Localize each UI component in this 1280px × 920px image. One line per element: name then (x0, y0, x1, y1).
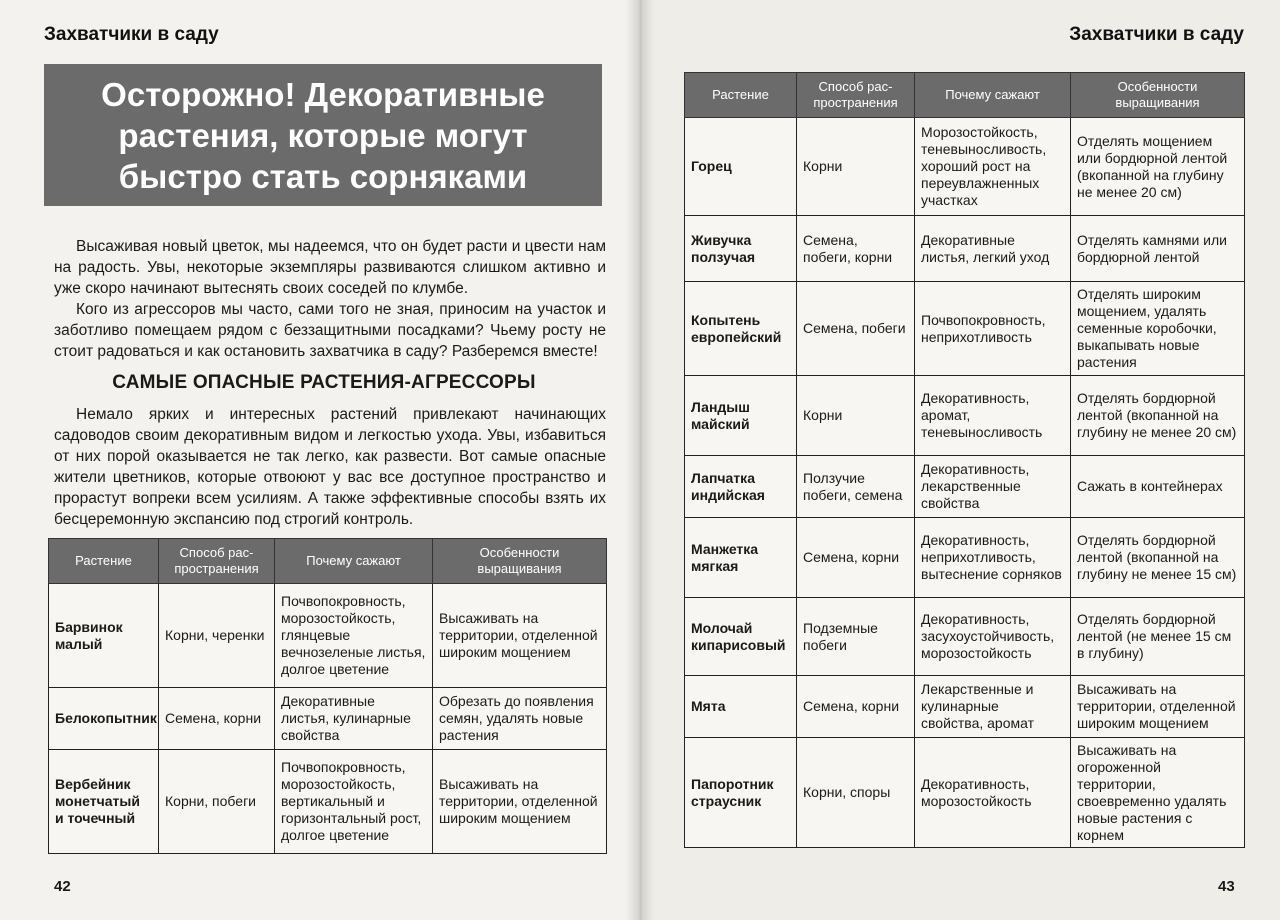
why-planted: Декоративные листья, кулинарные свойства (275, 688, 433, 750)
header-care: Особенности выращивания (1071, 73, 1245, 118)
growing-notes: Отделять бордюрной лентой (вкопанной на глубину не менее 15 см) (1071, 518, 1245, 598)
why-planted: Почвопокровность, морозостойкость, вертикальный и горизонтальный рост, долгое цветение (275, 750, 433, 854)
plant-name: Живучка ползучая (685, 216, 797, 282)
plant-name: Белокопытник (49, 688, 159, 750)
header-why: Почему сажают (915, 73, 1071, 118)
plant-name: Горец (685, 118, 797, 216)
header-spread: Способ рас-пространения (797, 73, 915, 118)
title-banner (44, 64, 602, 206)
plant-name: Лапчатка индийская (685, 456, 797, 518)
table-header-row (685, 73, 1245, 118)
plant-name: Копытень европейский (685, 282, 797, 376)
growing-notes: Высаживать на огороженной территории, своевременно удалять новые растения с корнем (1071, 738, 1245, 848)
section-text (54, 404, 606, 530)
growing-notes: Обрезать до появления семян, удалять новые растения (433, 688, 607, 750)
banner-title: Осторожно! Декоративные растения, которые могут быстро стать сорняками (101, 75, 545, 195)
spread-method: Семена, корни (159, 688, 275, 750)
book-gutter-shadow (626, 0, 654, 920)
growing-notes: Отделять бордюрной лентой (не менее 15 см в глубину) (1071, 598, 1245, 676)
growing-notes: Высаживать на территории, отделенной широким мощением (433, 584, 607, 688)
plant-name: Вербейник монетчатый и точечный (49, 750, 159, 854)
why-planted: Декоративность, аромат, теневыносливость (915, 376, 1071, 456)
spread-method: Семена, корни (797, 676, 915, 738)
spread-method: Корни, побеги (159, 750, 275, 854)
header-plant: Растение (49, 539, 159, 584)
intro-paragraph-1: Высаживая новый цветок, мы надеемся, что он будет расти и цвести нам на радость. Увы, некоторые экземпляры развиваются слишком активно и уже скоро начинают вытеснять своих соседей по клумбе. (54, 238, 606, 297)
growing-notes: Сажать в контейнерах (1071, 456, 1245, 518)
plant-name: Ландыш майский (685, 376, 797, 456)
intro-text (54, 236, 606, 362)
growing-notes: Высаживать на территории, отделенной широким мощением (433, 750, 607, 854)
table-row (49, 750, 607, 854)
header-spread: Способ рас-пространения (159, 539, 275, 584)
intro-paragraph-2: Кого из агрессоров мы часто, сами того не зная, приносим на участок и заботливо помещаем рядом с беззащитными посадками? Чьему росту не стоит радоваться и как остановить захватчика в саду? Разберемся вместе! (54, 301, 606, 360)
table-row (685, 676, 1245, 738)
plant-name: Молочай кипарисовый (685, 598, 797, 676)
spread-method: Корни (797, 376, 915, 456)
plant-name: Манжетка мягкая (685, 518, 797, 598)
growing-notes: Отделять камнями или бордюрной лентой (1071, 216, 1245, 282)
page-number-left: 42 (54, 878, 71, 895)
why-planted: Почвопокровность, морозостойкость, глянцевые вечнозеленые листья, долгое цветение (275, 584, 433, 688)
spread-method: Семена, побеги, корни (797, 216, 915, 282)
why-planted: Декоративность, неприхотливость, вытеснение сорняков (915, 518, 1071, 598)
header-why: Почему сажают (275, 539, 433, 584)
spread-method: Корни (797, 118, 915, 216)
plant-name: Мята (685, 676, 797, 738)
why-planted: Декоративность, лекарственные свойства (915, 456, 1071, 518)
table-row (685, 376, 1245, 456)
section-paragraph: Немало ярких и интересных растений привлекают начинающих садоводов своим декоративным видом и легкостью ухода. Увы, избавиться от них порой оказывается не так легко, как развести. Вот самые опасные жители цветников, которые отвоюют у вас все доступное пространство и прорастут вопреки всем усилиям. А также эффективные способы взять их бесцеремонную экспансию под строгий контроль. (54, 406, 606, 528)
running-head-right: Захватчики в саду (1069, 24, 1244, 45)
plants-table-left (48, 538, 607, 854)
section-heading: САМЫЕ ОПАСНЫЕ РАСТЕНИЯ-АГРЕССОРЫ (112, 372, 536, 393)
why-planted: Морозостойкость, теневыносливость, хороший рост на переувлажненных участках (915, 118, 1071, 216)
why-planted: Лекарственные и кулинарные свойства, аромат (915, 676, 1071, 738)
growing-notes: Отделять мощением или бордюрной лентой (вкопанной на глубину не менее 20 см) (1071, 118, 1245, 216)
running-head-left: Захватчики в саду (44, 24, 219, 45)
why-planted: Декоративные листья, легкий уход (915, 216, 1071, 282)
table-row (685, 518, 1245, 598)
why-planted: Почвопокровность, неприхотливость (915, 282, 1071, 376)
spread-method: Семена, корни (797, 518, 915, 598)
table-row (685, 118, 1245, 216)
table-row (685, 282, 1245, 376)
spread-method: Корни, споры (797, 738, 915, 848)
spread-method: Ползучие побеги, семена (797, 456, 915, 518)
growing-notes: Отделять бордюрной лентой (вкопанной на глубину не менее 20 см) (1071, 376, 1245, 456)
header-care: Особенности выращивания (433, 539, 607, 584)
spread-method: Подземные побеги (797, 598, 915, 676)
page-number-right: 43 (1218, 878, 1235, 895)
table-row (685, 456, 1245, 518)
growing-notes: Высаживать на территории, отделенной широким мощением (1071, 676, 1245, 738)
table-row (49, 584, 607, 688)
spread-method: Семена, побеги (797, 282, 915, 376)
spread-method: Корни, черенки (159, 584, 275, 688)
plant-name: Барвинок малый (49, 584, 159, 688)
plants-table-right (684, 72, 1245, 848)
plant-name: Папоротник страусник (685, 738, 797, 848)
table-header-row (49, 539, 607, 584)
why-planted: Декоративность, засухоустойчивость, морозостойкость (915, 598, 1071, 676)
table-row (685, 216, 1245, 282)
table-row (49, 688, 607, 750)
header-plant: Растение (685, 73, 797, 118)
table-row (685, 598, 1245, 676)
table-row (685, 738, 1245, 848)
why-planted: Декоративность, морозостойкость (915, 738, 1071, 848)
growing-notes: Отделять широким мощением, удалять семенные коробочки, выкапывать новые растения (1071, 282, 1245, 376)
